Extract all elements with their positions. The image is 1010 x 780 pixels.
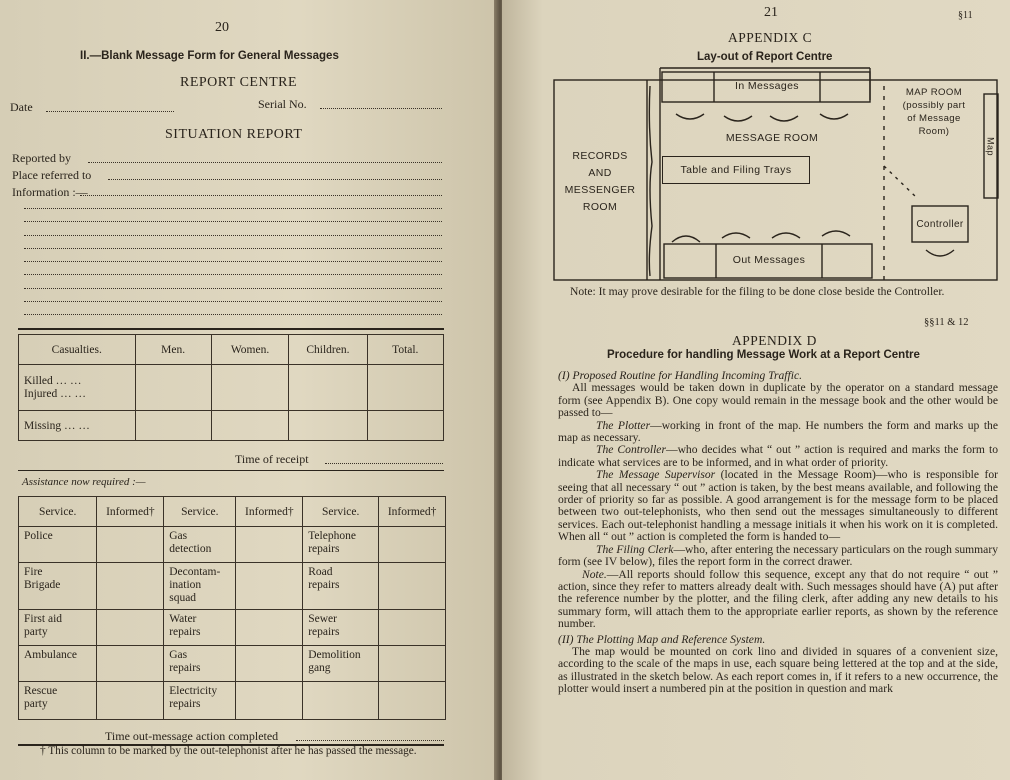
- killed-injured-label: Killed … … Injured … …: [19, 365, 136, 411]
- left-page: [0, 0, 498, 780]
- service-police: Police: [19, 527, 97, 563]
- note-text: —All reports should follow this sequence, except any that do not require “ out ” action, since they refer to matters already dealt with. Such messages should have (A) put after the reference number by the plotter, and the filing clerk, after adding any new details to his summary form, will attach them to the appropriate earlier reports, as shown by the reference number.: [558, 567, 998, 631]
- chairs-bottom: [672, 231, 850, 242]
- women-header: Women.: [211, 335, 289, 365]
- service-road-repairs: Road repairs: [303, 563, 379, 610]
- message-room-label: MESSAGE ROOM: [725, 132, 819, 144]
- total-header: Total.: [367, 335, 443, 365]
- service-fire-brigade: Fire Brigade: [19, 563, 97, 610]
- table-cell[interactable]: [135, 411, 211, 441]
- note-label: Note.: [582, 567, 607, 581]
- service-header: Service.: [164, 497, 236, 527]
- table-cell[interactable]: [211, 365, 289, 411]
- page-number-right: 21: [764, 5, 778, 20]
- casualties-row: [19, 365, 444, 411]
- service-gas-repairs: Gas repairs: [164, 646, 236, 682]
- assistance-label: Assistance now required :—: [22, 476, 146, 488]
- table-row: [19, 682, 446, 720]
- appendix-d-subtitle: Procedure for handling Message Work at a Report Centre: [607, 349, 920, 361]
- service-demolition: Demolition gang: [303, 646, 379, 682]
- reported-by-field[interactable]: [88, 162, 442, 163]
- map-label: Map: [985, 137, 996, 156]
- plotter-paragraph: [558, 420, 998, 445]
- table-row: [19, 527, 446, 563]
- filing-label: The Filing Clerk: [596, 542, 674, 556]
- men-header: Men.: [135, 335, 211, 365]
- para-i-heading: (I) Proposed Routine for Handling Incoming Traffic.: [558, 369, 802, 382]
- table-row: [19, 563, 446, 610]
- table-row: [19, 646, 446, 682]
- information-lines[interactable]: [24, 208, 442, 315]
- appendix-c-title: APPENDIX C: [728, 30, 813, 45]
- time-out-label: Time out-message action completed: [105, 729, 279, 743]
- time-of-receipt-field[interactable]: [325, 463, 443, 464]
- controller-role-label: The Controller: [596, 443, 666, 457]
- place-referred-label: Place referred to: [12, 168, 92, 182]
- page-number-left: 20: [215, 20, 229, 35]
- informed-cell[interactable]: [379, 563, 446, 610]
- casualties-header: Casualties.: [19, 335, 136, 365]
- table-row: [19, 610, 446, 646]
- in-messages-label: In Messages: [735, 80, 799, 92]
- informed-cell[interactable]: [97, 527, 164, 563]
- informed-cell[interactable]: [379, 646, 446, 682]
- informed-cell[interactable]: [379, 682, 446, 720]
- note-appendix-c: Note: It may prove desirable for the filing to be done close beside the Controller.: [570, 285, 945, 298]
- table-cell[interactable]: [211, 411, 289, 441]
- service-header: Service.: [303, 497, 379, 527]
- table-cell[interactable]: [367, 365, 443, 411]
- informed-cell[interactable]: [97, 563, 164, 610]
- filing-paragraph: [558, 544, 998, 569]
- missing-label: Missing … …: [19, 411, 136, 441]
- service-rescue: Rescue party: [19, 682, 97, 720]
- table-filing-trays: Table and Filing Trays: [662, 156, 810, 184]
- reported-by-label: Reported by: [12, 151, 71, 165]
- service-electricity: Electricity repairs: [164, 682, 236, 720]
- services-table: [18, 496, 446, 720]
- partition-curve: [649, 86, 652, 276]
- informed-cell[interactable]: [97, 610, 164, 646]
- informed-cell[interactable]: [379, 527, 446, 563]
- situation-report-heading: SITUATION REPORT: [165, 127, 303, 142]
- informed-cell[interactable]: [236, 682, 303, 720]
- right-page: [502, 0, 1010, 780]
- informed-cell[interactable]: [236, 610, 303, 646]
- section-ref-mid: §§11 & 12: [924, 317, 969, 328]
- note-paragraph: [558, 569, 998, 631]
- appendix-d-body: [558, 370, 998, 696]
- information-field[interactable]: [80, 195, 442, 196]
- table-cell[interactable]: [289, 411, 367, 441]
- controller-paragraph: [558, 444, 998, 469]
- children-header: Children.: [289, 335, 367, 365]
- appendix-c-subtitle: Lay-out of Report Centre: [697, 51, 833, 63]
- informed-cell[interactable]: [97, 682, 164, 720]
- table-cell[interactable]: [289, 365, 367, 411]
- section-title: II.—Blank Message Form for General Messages: [80, 50, 339, 62]
- service-telephone-repairs: Telephone repairs: [303, 527, 379, 563]
- service-sewer-repairs: Sewer repairs: [303, 610, 379, 646]
- place-referred-field[interactable]: [108, 179, 442, 180]
- chairs-top: [676, 114, 848, 121]
- plotter-label: The Plotter: [596, 418, 651, 432]
- controller-text: —who decides what “ out ” action is required and marks the form to indicate what services are to be informed, and in what order of priority.: [558, 443, 998, 469]
- controller-chair: [926, 250, 954, 256]
- divider: [18, 328, 444, 330]
- para-ii-text: The map would be mounted on cork lino and divided in squares of a convenient size, according to the scale of the maps in use, each square being lettered at the top and at the side, as illustrated in the sketch below. As each report comes in, if it refers to a new occurrence, the plotter would insert a numbered pin at the position in question and mark: [558, 644, 998, 696]
- table-cell: [303, 682, 379, 720]
- report-centre-heading: REPORT CENTRE: [180, 75, 298, 90]
- table-cell[interactable]: [367, 411, 443, 441]
- plotter-text: —working in front of the map. He numbers the form and marks up the map as necessary.: [558, 418, 998, 445]
- partition-diagonal: [884, 166, 917, 198]
- service-water-repairs: Water repairs: [164, 610, 236, 646]
- records-messenger-room: RECORDS AND MESSENGER ROOM: [564, 150, 636, 213]
- service-first-aid: First aid party: [19, 610, 97, 646]
- para-ii-heading: (II) The Plotting Map and Reference System.: [558, 632, 766, 646]
- informed-cell[interactable]: [236, 646, 303, 682]
- informed-header: Informed†: [379, 497, 446, 527]
- service-ambulance: Ambulance: [19, 646, 97, 682]
- informed-cell[interactable]: [97, 646, 164, 682]
- supervisor-paragraph: [558, 469, 998, 543]
- controller-label: Controller: [916, 219, 964, 230]
- date-field[interactable]: [46, 111, 174, 112]
- para-i-text: All messages would be taken down in duplicate by the operator on a standard message form (see Appendix B). One copy would remain in the message book and the other would be passed to—: [558, 381, 998, 420]
- supervisor-text: (located in the Message Room)—who is responsible for seeing that all necessary “ out ” action is taken, by the best means available, and following the order of priority so far as possible. A good arrangement is for the message form to be placed between two out-telephonists, who then send out the messages simultaneously to different services. Each out-telephonist handling a message initials it when his work on it is completed. When all “ out ” action is completed the form is handed to—: [558, 468, 998, 544]
- services-header-row: [19, 497, 446, 527]
- out-messages-label: Out Messages: [732, 254, 806, 266]
- casualties-header-row: [19, 335, 444, 365]
- informed-cell[interactable]: [236, 563, 303, 610]
- serial-field[interactable]: [320, 108, 442, 109]
- footnote: † This column to be marked by the out-telephonist after he has passed the message.: [40, 745, 417, 757]
- date-label: Date: [10, 100, 33, 114]
- report-centre-diagram: [552, 66, 1000, 284]
- informed-header: Informed†: [97, 497, 164, 527]
- supervisor-label: The Message Supervisor: [596, 468, 716, 482]
- casualties-row: [19, 411, 444, 441]
- filing-text: —who, after entering the necessary particulars on the rough summary form (see IV below), files the report form in the correct drawer.: [558, 542, 998, 569]
- informed-cell[interactable]: [236, 527, 303, 563]
- informed-cell[interactable]: [379, 610, 446, 646]
- appendix-d-title: APPENDIX D: [732, 333, 817, 348]
- time-of-receipt-label: Time of receipt: [235, 452, 309, 466]
- table-cell[interactable]: [135, 365, 211, 411]
- service-decontamination: Decontam- ination squad: [164, 563, 236, 610]
- casualties-table: [18, 334, 444, 441]
- service-gas-detection: Gas detection: [164, 527, 236, 563]
- divider: [18, 470, 444, 471]
- serial-label: Serial No.: [258, 97, 307, 111]
- informed-header: Informed†: [236, 497, 303, 527]
- map-room-label: MAP ROOM (possibly part of Message Room): [902, 87, 966, 137]
- time-out-field[interactable]: [296, 740, 444, 741]
- section-ref-top: §11: [958, 10, 973, 21]
- information-label: Information :—: [12, 185, 88, 199]
- service-header: Service.: [19, 497, 97, 527]
